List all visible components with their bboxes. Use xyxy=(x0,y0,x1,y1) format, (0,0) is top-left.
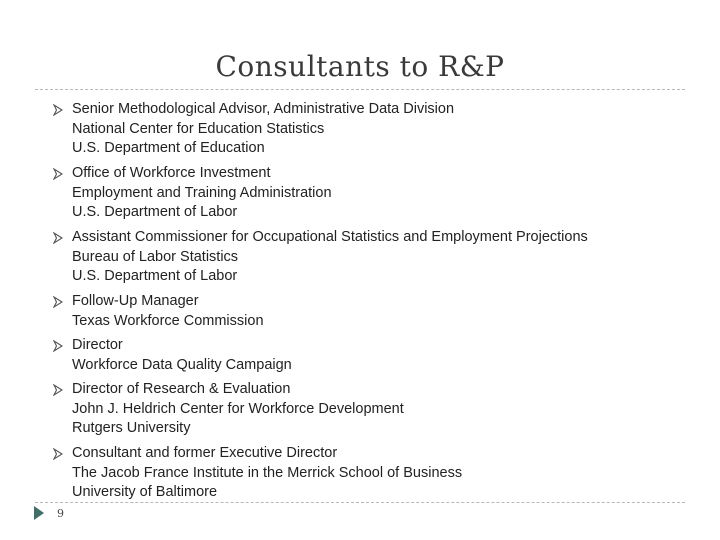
item-line: U.S. Department of Education xyxy=(72,140,265,156)
item-line: Director xyxy=(72,337,123,353)
arrow-bullet-icon xyxy=(52,448,64,460)
item-line: University of Baltimore xyxy=(72,484,218,500)
footer-triangle-icon xyxy=(33,506,45,520)
item-line: Senior Methodological Advisor, Administrative Data Division xyxy=(72,101,455,117)
arrow-bullet-icon xyxy=(52,104,64,116)
item-line: Office of Workforce Investment xyxy=(72,165,271,181)
arrow-bullet-icon xyxy=(52,340,64,352)
item-line: Director of Research & Evaluation xyxy=(72,381,291,397)
arrow-bullet-icon xyxy=(52,384,64,396)
title-divider xyxy=(35,89,685,90)
item-line: U.S. Department of Labor xyxy=(72,204,238,220)
item-line: Workforce Data Quality Campaign xyxy=(72,356,292,373)
footer-divider xyxy=(35,502,685,503)
item-line: Assistant Commissioner for Occupational Statistics and Employment Projections xyxy=(72,229,588,245)
slide-title: Consultants to R&P xyxy=(215,50,505,83)
item-line: Follow-Up Manager xyxy=(72,293,199,309)
item-line: Employment and Training Administration xyxy=(72,184,332,201)
item-line: U.S. Department of Labor xyxy=(72,268,238,284)
item-line: The Jacob France Institute in the Merrick School of Business xyxy=(72,464,463,481)
arrow-bullet-icon xyxy=(52,232,64,244)
page-number: 9 xyxy=(57,507,64,520)
item-line: Consultant and former Executive Director xyxy=(72,445,338,461)
item-line: Rutgers University xyxy=(72,420,191,436)
arrow-bullet-icon xyxy=(52,296,64,308)
item-line: National Center for Education Statistics xyxy=(72,120,325,137)
item-line: Texas Workforce Commission xyxy=(72,312,264,329)
arrow-bullet-icon xyxy=(52,168,64,180)
item-line: John J. Heldrich Center for Workforce Development xyxy=(72,400,404,417)
item-line: Bureau of Labor Statistics xyxy=(72,248,239,265)
